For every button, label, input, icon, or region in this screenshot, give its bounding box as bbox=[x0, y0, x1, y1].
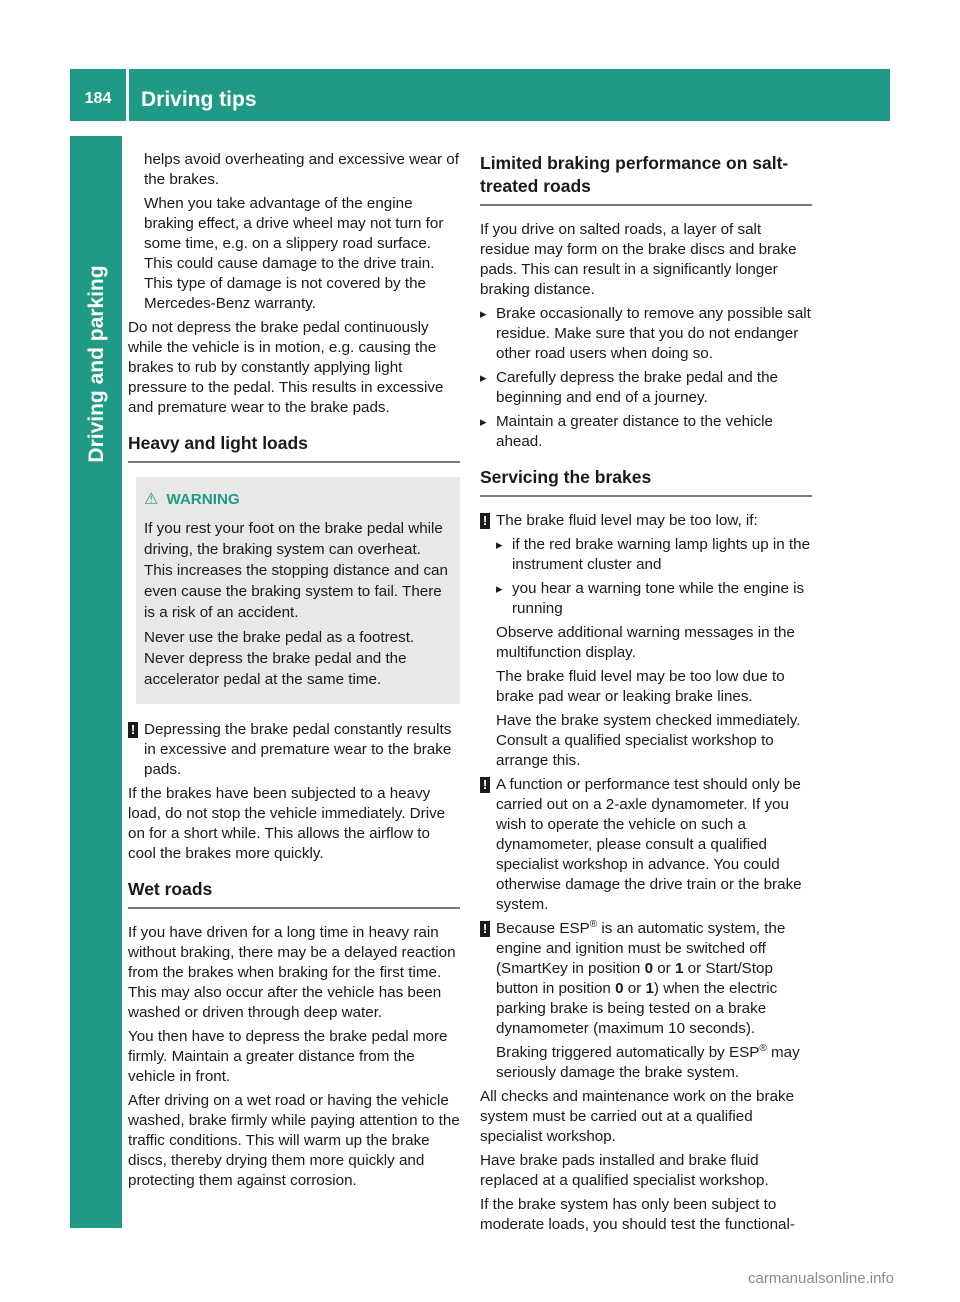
list-item: ▸ Brake occasionally to remove any possible salt residue. Make sure that you do not endanger other road users when doing so. bbox=[480, 304, 812, 364]
paragraph: Have brake pads installed and brake fluid replaced at a qualified specialist workshop. bbox=[480, 1152, 769, 1189]
paragraph: Do not depress the brake pedal continuously while the vehicle is in motion, e.g. causing the brakes to rub by constantly applying light pressure to the pedal. This results in excessive and premature wear to the brake pads. bbox=[128, 319, 444, 416]
list-item: ▸ Maintain a greater distance to the vehicle ahead. bbox=[480, 412, 812, 452]
warning-triangle-icon: ⚠ bbox=[144, 491, 159, 508]
paragraph: If you have driven for a long time in heavy rain without braking, there may be a delayed reaction from the brakes when braking for the first time. This may also occur after the vehicle has been washed or driven through deep water. bbox=[128, 924, 456, 1021]
warning-box bbox=[136, 477, 460, 704]
section-title: Driving tips bbox=[141, 88, 257, 111]
side-tab-label: Driving and parking bbox=[85, 265, 108, 463]
warning-title bbox=[144, 489, 452, 510]
watermark: carmanualsonline.info bbox=[748, 1270, 894, 1287]
paragraph: When you take advantage of the engine braking effect, a drive wheel may not turn for some time, e.g. on a slippery road surface. This could cause damage to the drive train. This type of damage is not covered by the Mercedes-Benz warranty. bbox=[144, 195, 444, 312]
notice-text: Because ESP® is an automatic system, the engine and ignition must be switched off (SmartKey in position 0 or 1 or Start/Stop button in position 0 or 1) when the electric parking brake is being tested on a brake dynamometer (maximum 10 seconds). bbox=[496, 918, 786, 1037]
warning-text: Never use the brake pedal as a footrest. Never depress the brake pedal and the accelerator pedal at the same time. bbox=[144, 629, 415, 688]
exclamation-icon: ! bbox=[480, 513, 490, 529]
header-divider bbox=[126, 69, 129, 121]
heading-servicing-brakes: Servicing the brakes bbox=[480, 467, 652, 487]
paragraph: Braking triggered automatically by ESP® may seriously damage the brake system. bbox=[496, 1042, 800, 1081]
paragraph: helps avoid overheating and excessive wear of the brakes. bbox=[144, 151, 459, 188]
paragraph: All checks and maintenance work on the brake system must be carried out at a qualified specialist workshop. bbox=[480, 1088, 795, 1145]
paragraph: After driving on a wet road or having the vehicle washed, brake firmly while paying attention to the traffic conditions. This will warm up the brake discs, thereby drying them more quickly and protecting them against corrosion. bbox=[128, 1092, 460, 1189]
heading-wet-roads: Wet roads bbox=[128, 879, 213, 899]
heading-rule bbox=[480, 495, 812, 497]
heading-rule bbox=[128, 907, 460, 909]
list-item: ▸ you hear a warning tone while the engine is running bbox=[496, 579, 812, 619]
notice bbox=[480, 775, 812, 915]
heading-rule bbox=[128, 461, 460, 463]
notice-text: A function or performance test should only be carried out on a 2-axle dynamometer. If you wish to operate the vehicle on such a dynamometer, please consult a qualified specialist workshop in advance. You could otherwise damage the drive train or the brake system. bbox=[496, 776, 802, 913]
paragraph: The brake fluid level may be too low due to brake pad wear or leaking brake lines. bbox=[496, 668, 785, 705]
header-bar bbox=[70, 69, 890, 121]
heading-salt-roads: Limited braking performance on salt-treated roads bbox=[480, 153, 789, 196]
paragraph: Observe additional warning messages in the multifunction display. bbox=[496, 624, 795, 661]
heading-heavy-light-loads: Heavy and light loads bbox=[128, 433, 308, 453]
notice bbox=[128, 720, 460, 780]
page-number: 184 bbox=[84, 90, 112, 107]
notice bbox=[480, 919, 812, 1039]
heading-rule bbox=[480, 204, 812, 206]
notice-text: Depressing the brake pedal constantly results in excessive and premature wear to the brake pads. bbox=[144, 721, 452, 778]
paragraph: You then have to depress the brake pedal more firmly. Maintain a greater distance from the vehicle in front. bbox=[128, 1028, 448, 1085]
right-column bbox=[480, 152, 812, 1239]
notice-text: The brake fluid level may be too low, if: bbox=[496, 512, 758, 529]
list-item: ▸ if the red brake warning lamp lights up in the instrument cluster and bbox=[496, 535, 812, 575]
warning-text: If you rest your foot on the brake pedal while driving, the braking system can overheat. This increases the stopping distance and can even cause the braking system to fail. There is a risk of an accident. bbox=[144, 520, 448, 621]
exclamation-icon: ! bbox=[480, 921, 490, 937]
list-item: ▸ Carefully depress the brake pedal and the beginning and end of a journey. bbox=[480, 368, 812, 408]
paragraph: Have the brake system checked immediately. Consult a qualified specialist workshop to arrange this. bbox=[496, 712, 801, 769]
notice bbox=[480, 511, 812, 531]
paragraph: If you drive on salted roads, a layer of salt residue may form on the brake discs and brake pads. This can result in a significantly longer braking distance. bbox=[480, 221, 797, 298]
exclamation-icon: ! bbox=[128, 722, 138, 738]
paragraph: If the brake system has only been subject to moderate loads, you should test the functional- bbox=[480, 1196, 795, 1233]
paragraph: If the brakes have been subjected to a heavy load, do not stop the vehicle immediately. Drive on for a short while. This allows the airflow to cool the brakes more quickly. bbox=[128, 785, 446, 862]
warning-label: WARNING bbox=[166, 491, 240, 508]
left-column bbox=[128, 150, 460, 1195]
exclamation-icon: ! bbox=[480, 777, 490, 793]
